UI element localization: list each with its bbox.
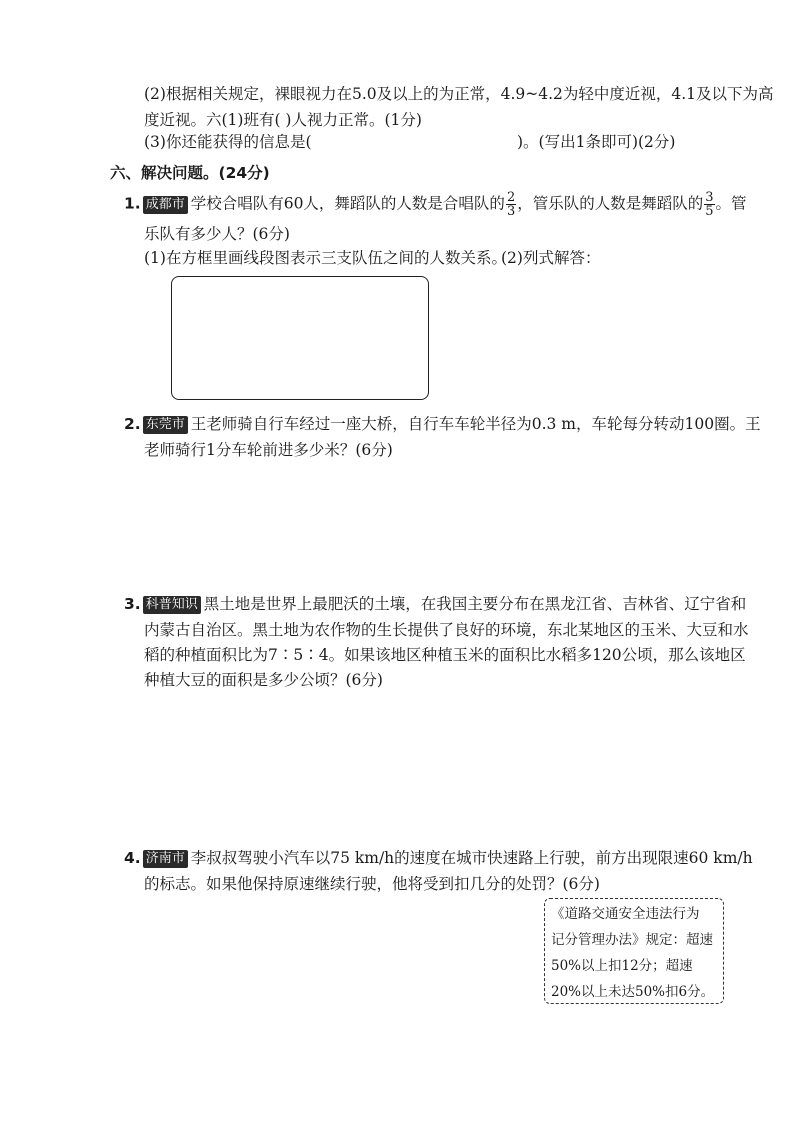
q4-line1 [124,848,753,868]
q1-sub2: (2)列式解答： [501,249,601,267]
q1-frac1-numerator: 2 [506,190,516,205]
section-heading: 六、解决问题。(24分) [110,164,270,182]
q4-line2: 的标志。如果他保持原速继续行驶，他将受到扣几分的处罚？(6分) [144,875,600,893]
q2-line2: 老师骑行1分车轮前进多少米？(6分) [144,441,393,459]
note-line-1: 《道路交通安全违法行为 [551,906,700,922]
q3-line2: 内蒙古自治区。黑土地为农作物的生长提供了良好的环境，东北某地区的玉米、大豆和水 [144,621,749,639]
s5-q3-line: (3)你还能获得的信息是( [144,133,312,151]
q1-number: 1. [124,194,141,213]
q2-number: 2. [124,415,141,433]
s5-q2-line2: 度近视。六(1)班有( )人视力正常。(1分) [144,111,422,129]
q1-frac2-denominator: 5 [705,204,714,219]
q1-sub1: (1)在方框里画线段图表示三支队伍之间的人数关系。 [144,249,507,267]
q1-frac2-numerator: 3 [705,190,714,205]
q3-text-1: 黑土地是世界上最肥沃的土壤，在我国主要分布在黑龙江省、吉林省、辽宁省和 [203,595,747,613]
q2-text-1: 王老师骑自行车经过一座大桥，自行车车轮半径为0.3 m，车轮每分转动100圈。王 [190,415,761,433]
q2-region-tag: 东莞市 [143,416,188,434]
traffic-rule-note [544,898,724,1004]
q1-text-c: 。管 [715,194,747,213]
q1-region-tag: 成都市 [143,196,188,214]
q2-line1 [124,414,761,434]
q3-number: 3. [124,595,141,613]
q1-fraction-1 [506,191,516,218]
note-line-2: 记分管理办法》规定：超速 [551,932,713,948]
q3-line4: 种植大豆的面积是多少公顷？(6分) [144,671,383,689]
q1-line2: 乐队有多少人？(6分) [144,225,290,243]
note-line-4: 20%以上未达50%扣6分。 [551,984,715,1000]
q1-text-b: ，管乐队的人数是舞蹈队的 [517,194,704,213]
q1-line1 [124,191,747,218]
q1-fraction-2 [704,191,714,218]
note-line-3: 50%以上扣12分；超速 [551,958,693,974]
q3-topic-tag: 科普知识 [143,596,201,614]
s5-q2-line1: (2)根据相关规定，裸眼视力在5.0及以上的为正常，4.9~4.2为轻中度近视，4.1及以下为高 [144,85,774,103]
q4-number: 4. [124,849,141,867]
q4-text-1: 李叔叔驾驶小汽车以75 km/h的速度在城市快速路上行驶，前方出现限速60 km/h [190,849,753,867]
q1-text-a: 学校合唱队有60人，舞蹈队的人数是合唱队的 [190,194,505,213]
q1-frac1-denominator: 3 [506,204,516,219]
q3-line1 [124,594,746,614]
s5-q3-tail: )。(写出1条即可)(2分) [517,133,676,151]
q4-region-tag: 济南市 [143,850,188,868]
line-diagram-drawing-box[interactable] [171,276,429,400]
q3-line3: 稻的种植面积比为7∶5∶4。如果该地区种植玉米的面积比水稻多120公顷，那么该地区 [144,646,746,664]
